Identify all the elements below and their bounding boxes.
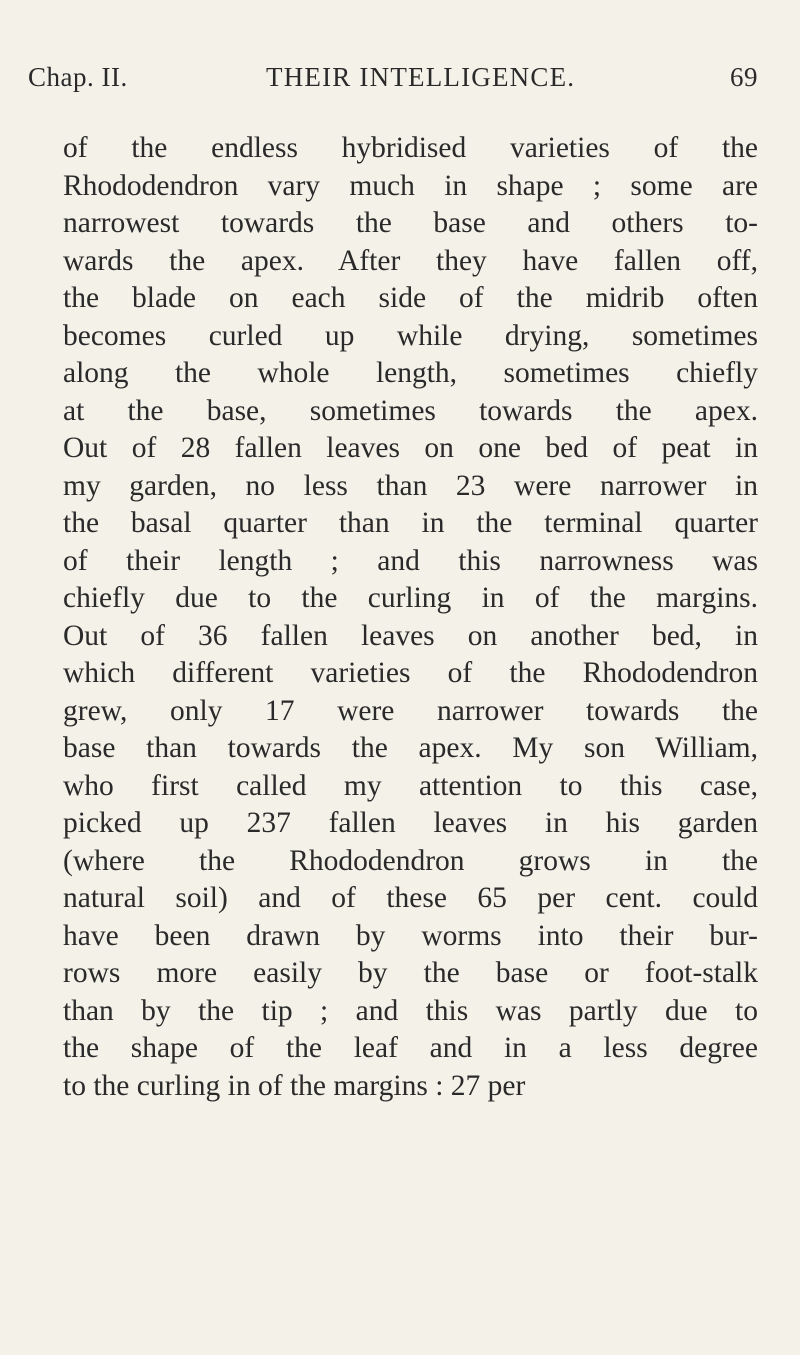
- running-head: [28, 62, 758, 102]
- text-line: wards the apex. After they have fallen off,: [63, 244, 758, 277]
- text-line: along the whole length, sometimes chiefly: [63, 357, 758, 389]
- text-line: Out of 28 fallen leaves on one bed of peat in: [63, 432, 758, 464]
- text-line: Out of 36 fallen leaves on another bed, in: [63, 619, 758, 652]
- text-line: to the curling in of the margins : 27 per: [63, 1069, 526, 1102]
- chapter-label: Chap. II.: [28, 62, 128, 92]
- chapter-title: THEIR INTELLIGENCE.: [266, 62, 576, 92]
- text-line: natural soil) and of these 65 per cent. could: [63, 882, 758, 914]
- text-line: chiefly due to the curling in of the margins.: [63, 582, 758, 614]
- text-line: of the endless hybridised varieties of the: [63, 132, 758, 164]
- text-line: picked up 237 fallen leaves in his garden: [63, 807, 758, 839]
- text-line: of their length ; and this narrowness was: [63, 544, 758, 577]
- text-line: grew, only 17 were narrower towards the: [63, 694, 758, 727]
- body-paragraph: [63, 130, 758, 1105]
- text-line: have been drawn by worms into their bur-: [63, 919, 758, 952]
- text-line: becomes curled up while drying, sometimes: [63, 319, 758, 352]
- text-line: rows more easily by the base or foot-stalk: [63, 957, 758, 989]
- text-line: my garden, no less than 23 were narrower in: [63, 469, 758, 502]
- text-line: which different varieties of the Rhododendron: [63, 657, 758, 689]
- text-line: the basal quarter than in the terminal quarter: [63, 507, 758, 539]
- text-line: base than towards the apex. My son William,: [63, 732, 758, 764]
- text-line: (where the Rhododendron grows in the: [63, 844, 758, 877]
- page-number: 69: [730, 62, 758, 92]
- text-line: than by the tip ; and this was partly due to: [63, 994, 758, 1027]
- text-line: who first called my attention to this case,: [63, 769, 758, 802]
- text-line: the shape of the leaf and in a less degree: [63, 1032, 758, 1064]
- text-line: narrowest towards the base and others to-: [63, 207, 758, 239]
- text-line: the blade on each side of the midrib often: [63, 282, 758, 314]
- text-line: Rhododendron vary much in shape ; some are: [63, 169, 758, 202]
- text-line: at the base, sometimes towards the apex.: [63, 394, 758, 427]
